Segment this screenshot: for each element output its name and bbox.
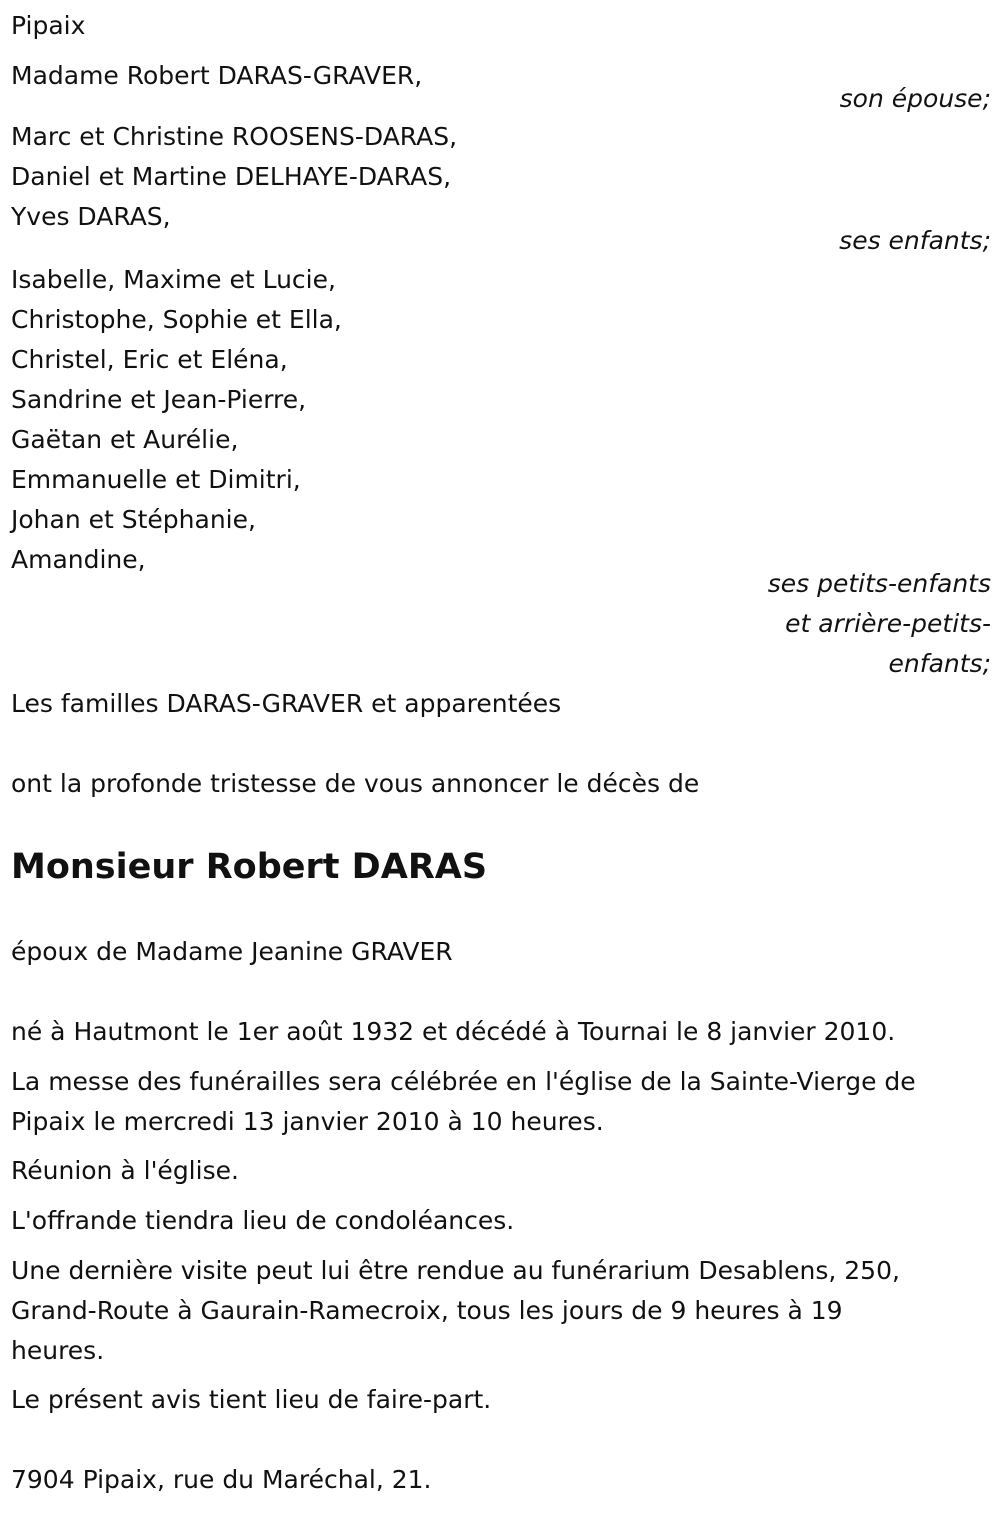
grandchild-name: Christophe, Sophie et Ella, <box>11 305 342 334</box>
grandchild-name: Gaëtan et Aurélie, <box>11 425 239 454</box>
offering-line: L'offrande tiendra lieu de condoléances. <box>11 1206 515 1235</box>
birth-death-line: né à Hautmont le 1er août 1932 et décédé à Tournai le 8 janvier 2010. <box>11 1017 896 1046</box>
meeting-line: Réunion à l'église. <box>11 1156 239 1185</box>
grandchild-name: Christel, Eric et Eléna, <box>11 345 288 374</box>
grandchild-name: Johan et Stéphanie, <box>11 505 256 534</box>
announcement-line: ont la profonde tristesse de vous annoncer le décès de <box>11 769 700 798</box>
visit-line: heures. <box>11 1336 105 1365</box>
spouse-of-line: époux de Madame Jeanine GRAVER <box>11 937 453 966</box>
child-name: Daniel et Martine DELHAYE-DARAS, <box>11 162 452 191</box>
grandchild-name: Isabelle, Maxime et Lucie, <box>11 265 336 294</box>
child-name: Marc et Christine ROOSENS-DARAS, <box>11 122 458 151</box>
visit-line: Une dernière visite peut lui être rendue au funérarium Desablens, 250, <box>11 1256 900 1285</box>
grandchildren-role-line: enfants; <box>888 649 991 678</box>
spouse-role: son épouse; <box>839 84 991 113</box>
spouse-name: Madame Robert DARAS-GRAVER, <box>11 61 423 90</box>
funeral-mass-line: La messe des funérailles sera célébrée en l'église de la Sainte-Vierge de <box>11 1067 916 1096</box>
child-name: Yves DARAS, <box>11 202 171 231</box>
grandchild-name: Amandine, <box>11 545 146 574</box>
funeral-mass-line: Pipaix le mercredi 13 janvier 2010 à 10 heures. <box>11 1107 604 1136</box>
families-line: Les familles DARAS-GRAVER et apparentées <box>11 689 562 718</box>
grandchildren-role-line: ses petits-enfants <box>767 569 991 598</box>
grandchild-name: Emmanuelle et Dimitri, <box>11 465 301 494</box>
children-role: ses enfants; <box>839 226 991 255</box>
visit-line: Grand-Route à Gaurain-Ramecroix, tous les jours de 9 heures à 19 <box>11 1296 843 1325</box>
grandchild-name: Sandrine et Jean-Pierre, <box>11 385 307 414</box>
location-heading: Pipaix <box>11 11 86 40</box>
address-line: 7904 Pipaix, rue du Maréchal, 21. <box>11 1465 432 1494</box>
deceased-name: Monsieur Robert DARAS <box>11 847 488 887</box>
grandchildren-role-line: et arrière-petits- <box>785 609 991 638</box>
notice-line: Le présent avis tient lieu de faire-part. <box>11 1385 492 1414</box>
